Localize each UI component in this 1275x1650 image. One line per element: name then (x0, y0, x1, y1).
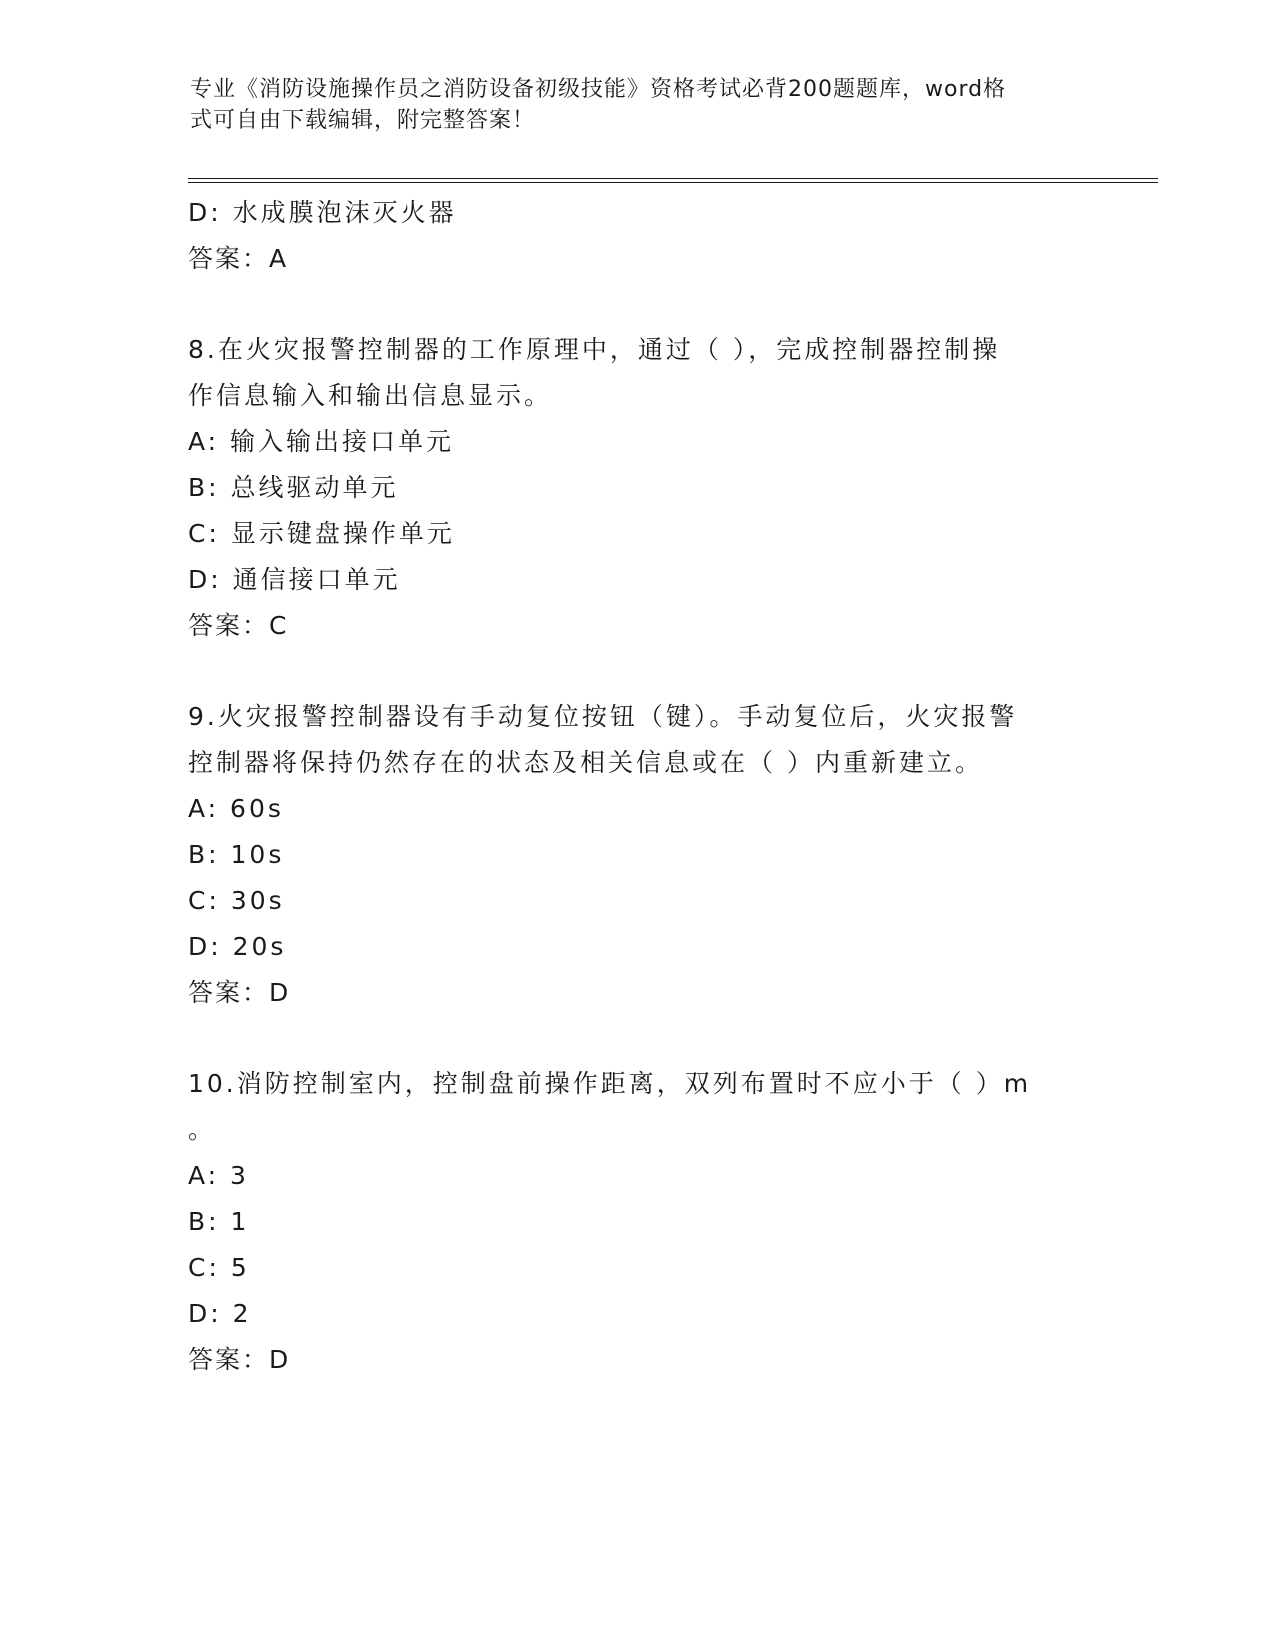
prev-option-d: D: 水成膜泡沫灭火器 (188, 198, 457, 227)
header-line-1: 专业《消防设施操作员之消防设备初级技能》资格考试必背200题题库，word格 (190, 77, 1007, 102)
option-d: D: 通信接口单元 (188, 565, 401, 594)
option-a: A: 输入输出接口单元 (188, 427, 455, 456)
option-a: A: 60s (188, 794, 284, 823)
question-stem-line: 8.在火灾报警控制器的工作原理中，通过（ ），完成控制器控制操 (188, 335, 1001, 364)
header-divider-top (188, 178, 1158, 179)
question-stem-line: 控制器将保持仍然存在的状态及相关信息或在（ ）内重新建立。 (188, 748, 983, 777)
answer: 答案：C (188, 611, 289, 640)
option-b: B: 1 (188, 1207, 250, 1236)
option-c: C: 显示键盘操作单元 (188, 519, 455, 548)
question-stem-line: 10.消防控制室内，控制盘前操作距离，双列布置时不应小于（ ）m (188, 1069, 1032, 1098)
header-line-2: 式可自由下载编辑，附完整答案！ (190, 108, 536, 133)
spacer (188, 1016, 1088, 1061)
option-d: D: 2 (188, 1299, 252, 1328)
question-stem-line: 9.火灾报警控制器设有手动复位按钮（键）。手动复位后，火灾报警 (188, 702, 1018, 731)
question-9 (188, 694, 1088, 1016)
question-8 (188, 327, 1088, 649)
question-10 (188, 1061, 1088, 1383)
spacer (188, 282, 1088, 327)
option-c: C: 30s (188, 886, 285, 915)
header-divider-bottom (188, 182, 1158, 183)
answer: 答案：D (188, 978, 291, 1007)
option-d: D: 20s (188, 932, 287, 961)
spacer (188, 649, 1088, 694)
option-a: A: 3 (188, 1161, 249, 1190)
question-stem-line: 。 (188, 1115, 217, 1144)
question-content (188, 190, 1088, 1383)
option-b: B: 总线驱动单元 (188, 473, 399, 502)
document-header (190, 74, 1070, 136)
option-c: C: 5 (188, 1253, 250, 1282)
prev-answer: 答案：A (188, 244, 289, 273)
question-stem-line: 作信息输入和输出信息显示。 (188, 381, 553, 410)
option-b: B: 10s (188, 840, 285, 869)
answer: 答案：D (188, 1345, 291, 1374)
